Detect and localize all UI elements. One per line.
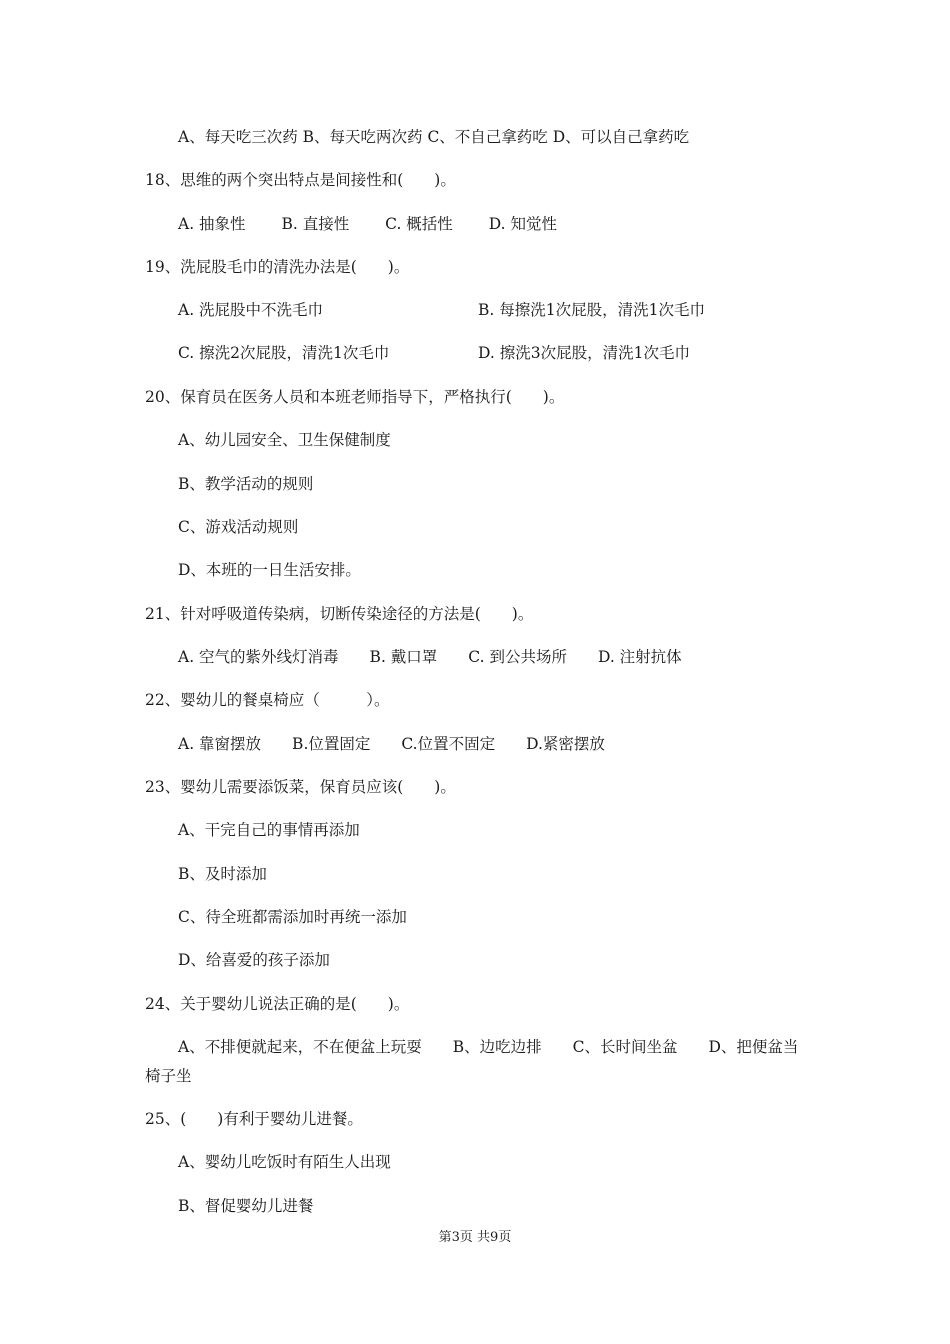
q25-option-a: A、婴幼儿吃饭时有陌生人出现 [178,1153,391,1171]
q23-option-b: B、及时添加 [178,865,267,883]
q24-options: A、不排便就起来，不在便盆上玩耍 B、边吃边排 C、长时间坐盆 D、把便盆当 [178,1038,799,1056]
q17-options: A、每天吃三次药 B、每天吃两次药 C、不自己拿药吃 D、可以自己拿药吃 [178,128,690,146]
page-number-footer: 第3页 共9页 [438,1230,512,1245]
q20-option-b: B、教学活动的规则 [178,475,314,493]
q25-option-b: B、督促婴幼儿进餐 [178,1197,314,1215]
q19-question: 19、洗屁股毛巾的清洗办法是( )。 [145,258,410,276]
q23-option-c: C、待全班都需添加时再统一添加 [178,908,407,926]
q18-question: 18、思维的两个突出特点是间接性和( )。 [145,171,456,189]
q20-question: 20、保育员在医务人员和本班老师指导下，严格执行( )。 [145,388,565,406]
q19-option-c: C. 擦洗2次屁股，清洗1次毛巾 [178,344,390,362]
q25-question: 25、( )有利于婴幼儿进餐。 [145,1110,363,1128]
q19-option-d: D. 擦洗3次屁股，清洗1次毛巾 [478,344,690,362]
q21-options: A. 空气的紫外线灯消毒 B. 戴口罩 C. 到公共场所 D. 注射抗体 [178,648,682,666]
q20-option-a: A、幼儿园安全、卫生保健制度 [178,431,391,449]
q19-option-b: B. 每擦洗1次屁股，清洗1次毛巾 [478,301,705,319]
q23-option-a: A、干完自己的事情再添加 [178,821,360,839]
q24-question: 24、关于婴幼儿说法正确的是( )。 [145,995,410,1013]
q19-option-a: A. 洗屁股中不洗毛巾 [178,301,324,319]
q20-option-d: D、本班的一日生活安排。 [178,561,361,579]
q18-options: A. 抽象性 B. 直接性 C. 概括性 D. 知觉性 [178,215,557,233]
q24-options-continued: 椅子坐 [145,1067,192,1085]
q20-option-c: C、游戏活动规则 [178,518,299,536]
q23-option-d: D、给喜爱的孩子添加 [178,951,330,969]
q23-question: 23、婴幼儿需要添饭菜，保育员应该( )。 [145,778,456,796]
q21-question: 21、针对呼吸道传染病，切断传染途径的方法是( )。 [145,605,534,623]
q22-options: A. 靠窗摆放 B.位置固定 C.位置不固定 D.紧密摆放 [178,735,605,753]
q22-question: 22、婴幼儿的餐桌椅应（ ）。 [145,691,390,709]
